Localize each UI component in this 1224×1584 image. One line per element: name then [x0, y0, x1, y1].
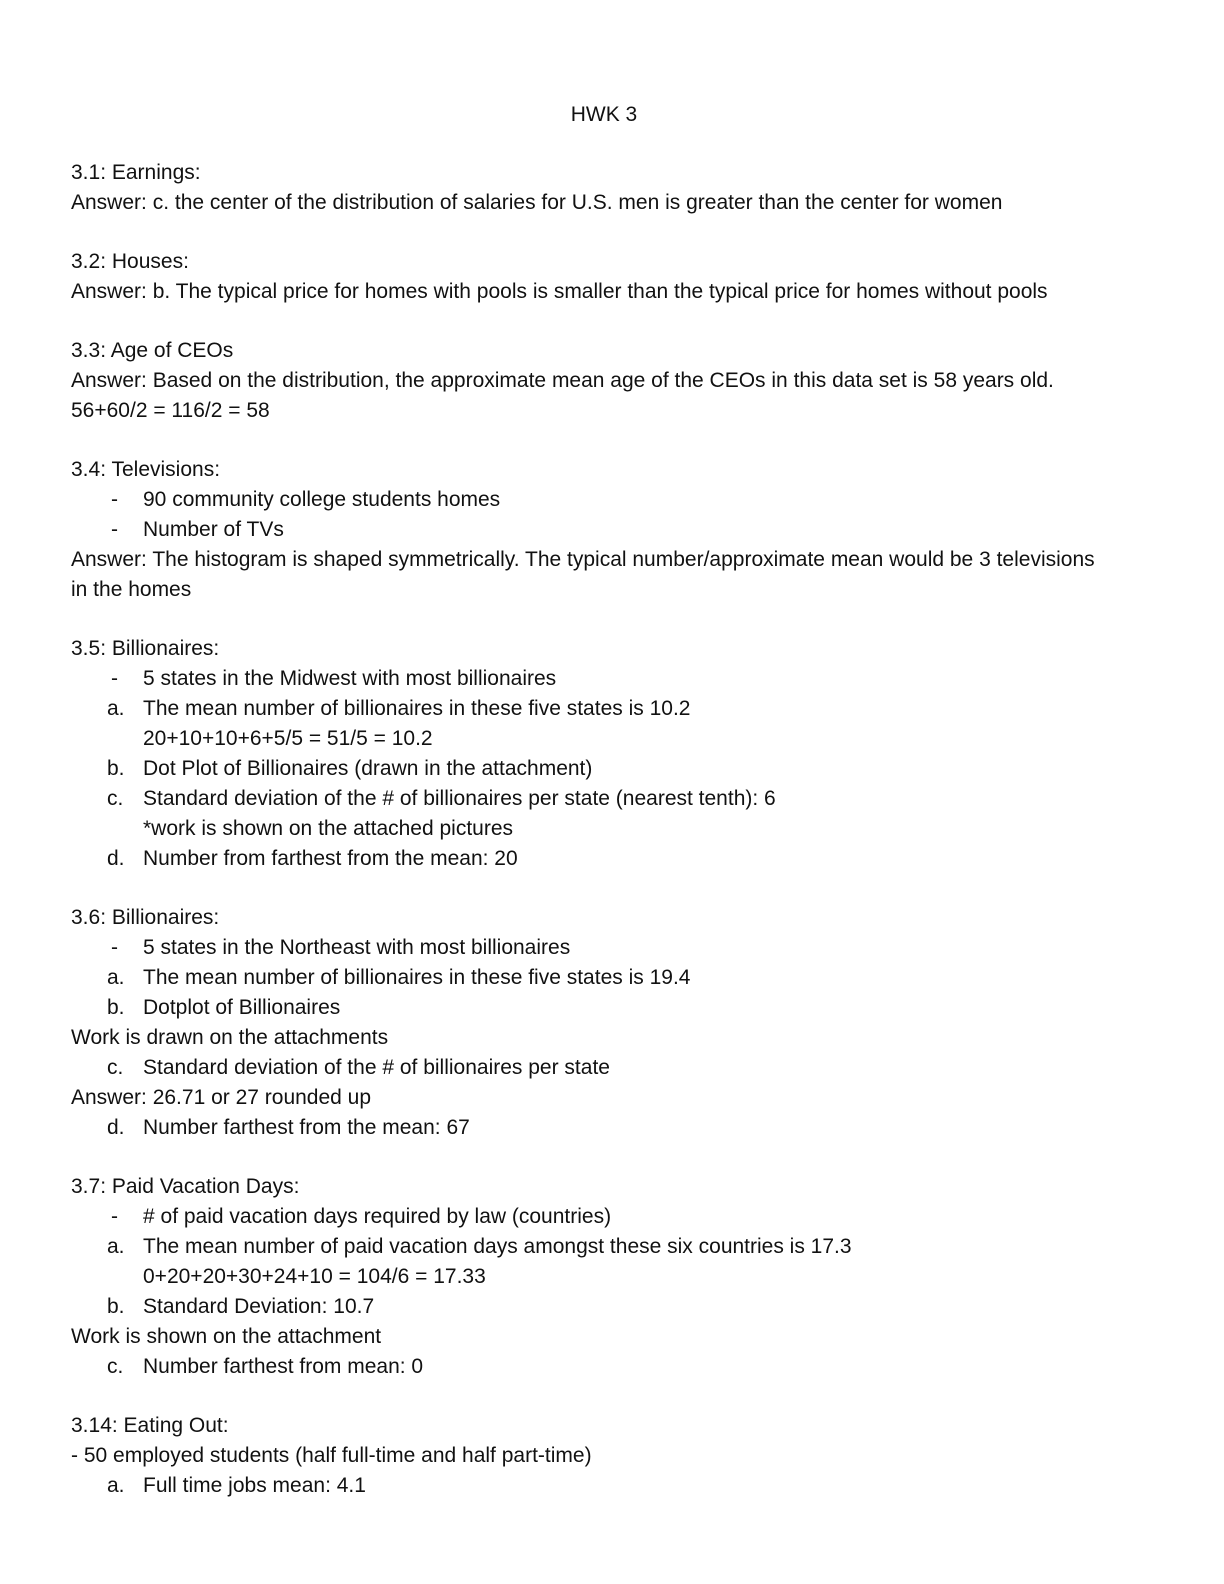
- letter-marker: a.: [107, 1474, 125, 1497]
- list-item-text: The mean number of billionaires in these five states is 19.4: [143, 966, 691, 989]
- spacer: [71, 426, 1171, 455]
- list-item: [71, 754, 1171, 784]
- letter-marker: b.: [107, 1295, 125, 1318]
- list-item: [71, 933, 1171, 963]
- section-3-6-heading: 3.6: Billionaires:: [71, 906, 220, 929]
- list-item-continuation: *work is shown on the attached pictures: [143, 817, 514, 840]
- list-item-text: Standard deviation of the # of billionaires per state (nearest tenth): 6: [143, 787, 776, 810]
- list-item: [71, 993, 1171, 1023]
- list-item-text: Standard deviation of the # of billionaires per state: [143, 1056, 610, 1079]
- section-3-4-answer-continued: in the homes: [71, 578, 192, 601]
- list-item: [71, 963, 1171, 993]
- list-item-text: Number of TVs: [143, 518, 284, 541]
- spacer: [71, 605, 1171, 634]
- letter-marker: a.: [107, 966, 125, 989]
- list-item: [71, 1202, 1171, 1232]
- list-item-text: The mean number of billionaires in these five states is 10.2: [143, 697, 691, 720]
- document-body: [71, 158, 1171, 1501]
- spacer: [71, 218, 1171, 247]
- list-item-text: Number farthest from the mean: 67: [143, 1116, 470, 1139]
- list-item: [71, 664, 1171, 694]
- letter-marker: d.: [107, 1116, 125, 1139]
- dash-marker: -: [111, 1205, 118, 1228]
- section-3-1-answer: Answer: c. the center of the distribution of salaries for U.S. men is greater than the center for women: [71, 191, 1003, 214]
- list-item: [71, 485, 1171, 515]
- letter-marker: b.: [107, 996, 125, 1019]
- list-item-text: Full time jobs mean: 4.1: [143, 1474, 366, 1497]
- section-3-14-note: - 50 employed students (half full-time and half part-time): [71, 1444, 592, 1467]
- letter-marker: b.: [107, 757, 125, 780]
- section-3-6-note: Work is drawn on the attachments: [71, 1026, 389, 1049]
- list-item: [71, 1471, 1171, 1501]
- list-item-text: 5 states in the Midwest with most billionaires: [143, 667, 557, 690]
- list-item-text: 90 community college students homes: [143, 488, 501, 511]
- letter-marker: a.: [107, 1235, 125, 1258]
- document-title: HWK 3: [570, 103, 638, 126]
- list-item-text: Number from farthest from the mean: 20: [143, 847, 518, 870]
- list-item-continuation: 20+10+10+6+5/5 = 51/5 = 10.2: [143, 727, 433, 750]
- list-item: [71, 1113, 1171, 1143]
- section-3-2-heading: 3.2: Houses:: [71, 250, 189, 273]
- dash-marker: -: [111, 518, 118, 541]
- section-3-14-heading: 3.14: Eating Out:: [71, 1414, 229, 1437]
- list-item-text: 5 states in the Northeast with most billionaires: [143, 936, 571, 959]
- spacer: [71, 874, 1171, 903]
- section-3-5-heading: 3.5: Billionaires:: [71, 637, 220, 660]
- section-3-2-answer: Answer: b. The typical price for homes with pools is smaller than the typical price for homes without pools: [71, 280, 1048, 303]
- section-3-3-answer: Answer: Based on the distribution, the approximate mean age of the CEOs in this data set is 58 years old.: [71, 369, 1054, 392]
- list-item: [71, 844, 1171, 874]
- list-item: [71, 515, 1171, 545]
- list-item: [71, 1053, 1171, 1083]
- letter-marker: c.: [107, 1355, 124, 1378]
- section-3-3-heading: 3.3: Age of CEOs: [71, 339, 234, 362]
- list-item: [71, 1232, 1171, 1262]
- section-3-7-note: Work is shown on the attachment: [71, 1325, 382, 1348]
- section-3-6-answer: Answer: 26.71 or 27 rounded up: [71, 1086, 372, 1109]
- dash-marker: -: [111, 488, 118, 511]
- letter-marker: c.: [107, 787, 124, 810]
- letter-marker: a.: [107, 697, 125, 720]
- list-item-text: The mean number of paid vacation days amongst these six countries is 17.3: [143, 1235, 852, 1258]
- spacer: [71, 307, 1171, 336]
- dash-marker: -: [111, 667, 118, 690]
- spacer: [71, 1143, 1171, 1172]
- list-item-text: # of paid vacation days required by law (countries): [143, 1205, 612, 1228]
- section-3-4-answer: Answer: The histogram is shaped symmetrically. The typical number/approximate mean would be 3 televisions: [71, 548, 1095, 571]
- list-item: [71, 1352, 1171, 1382]
- letter-marker: c.: [107, 1056, 124, 1079]
- list-item: [71, 694, 1171, 724]
- list-item-text: Number farthest from mean: 0: [143, 1355, 424, 1378]
- letter-marker: d.: [107, 847, 125, 870]
- list-item: [71, 784, 1171, 814]
- section-3-3-work: 56+60/2 = 116/2 = 58: [71, 399, 270, 422]
- list-item-continuation: 0+20+20+30+24+10 = 104/6 = 17.33: [143, 1265, 486, 1288]
- list-item-text: Dotplot of Billionaires: [143, 996, 341, 1019]
- section-3-7-heading: 3.7: Paid Vacation Days:: [71, 1175, 300, 1198]
- list-item: [71, 1292, 1171, 1322]
- list-item-text: Dot Plot of Billionaires (drawn in the attachment): [143, 757, 593, 780]
- section-3-4-heading: 3.4: Televisions:: [71, 458, 221, 481]
- section-3-1-heading: 3.1: Earnings:: [71, 161, 201, 184]
- list-item-text: Standard Deviation: 10.7: [143, 1295, 375, 1318]
- dash-marker: -: [111, 936, 118, 959]
- spacer: [71, 1382, 1171, 1411]
